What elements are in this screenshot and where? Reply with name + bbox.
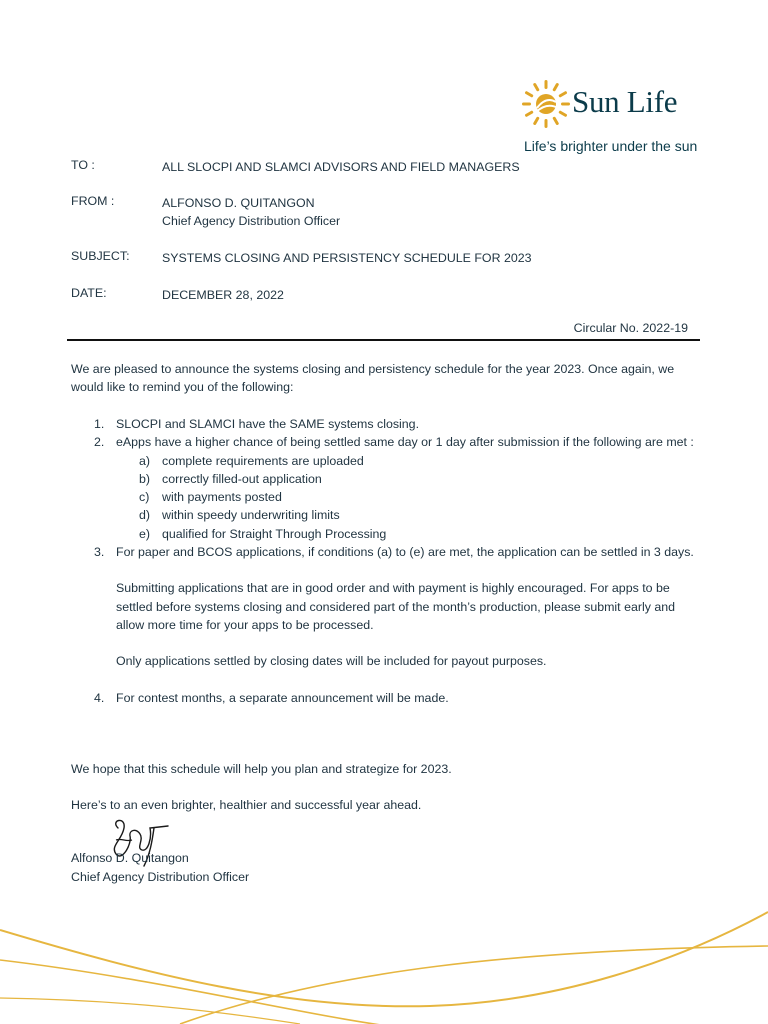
- brand-name: Sun Life: [572, 84, 678, 119]
- signatory-title: Chief Agency Distribution Officer: [71, 870, 250, 884]
- to-value: ALL SLOCPI AND SLAMCI ADVISORS AND FIELD MANAGERS: [162, 160, 520, 174]
- sub-list-item: [71, 488, 701, 506]
- from-title: Chief Agency Distribution Officer: [162, 214, 341, 228]
- from-name: ALFONSO D. QUITANGON: [162, 196, 315, 210]
- sub-list-marker: e): [139, 526, 151, 541]
- decorative-waves: [0, 880, 768, 1024]
- brand-tagline: Life’s brighter under the sun: [524, 138, 698, 154]
- header-divider: [67, 339, 700, 341]
- list-item: [71, 543, 701, 561]
- sub-list-text: complete requirements are uploaded: [162, 453, 364, 468]
- item3-paragraph-text: Submitting applications that are in good order and with payment is highly encouraged. For apps to be settled before systems closing and considered part of the month’s production, please submit early and allow more time for your apps to be processed.: [116, 581, 676, 632]
- subject-value: SYSTEMS CLOSING AND PERSISTENCY SCHEDULE FOR 2023: [162, 251, 532, 265]
- list-marker: 1.: [94, 417, 105, 431]
- sub-list-marker: c): [139, 490, 150, 505]
- closing-paragraph-2: Here’s to an even brighter, healthier and successful year ahead.: [71, 798, 422, 812]
- closing-paragraph-1: We hope that this schedule will help you plan and strategize for 2023.: [71, 762, 452, 776]
- list-item: [71, 415, 701, 433]
- signatory-name: Alfonso D. Quitangon: [71, 851, 189, 865]
- sub-list-item: [71, 470, 701, 488]
- numbered-list: [71, 415, 701, 707]
- intro-paragraph: We are pleased to announce the systems closing and persistency schedule for the year 2023. Once again, we would like to remind you of the following:: [71, 362, 675, 395]
- sub-list-item: [71, 525, 701, 543]
- item3-paragraph: [71, 579, 701, 634]
- list-item: [71, 689, 701, 707]
- sub-list-marker: a): [139, 453, 151, 468]
- sub-list-text: qualified for Straight Through Processing: [162, 526, 387, 541]
- list-item-text: For contest months, a separate announcement will be made.: [116, 690, 449, 705]
- subject-label: SUBJECT:: [71, 249, 130, 263]
- from-label: FROM :: [71, 194, 115, 208]
- list-item-text: eApps have a higher chance of being settled same day or 1 day after submission if the following are met :: [116, 435, 694, 450]
- sub-list-text: correctly filled-out application: [162, 471, 322, 486]
- sun-icon: [520, 78, 572, 130]
- list-item-text: SLOCPI and SLAMCI have the SAME systems closing.: [116, 417, 420, 431]
- date-value: DECEMBER 28, 2022: [162, 288, 284, 302]
- sub-list-item: [71, 506, 701, 524]
- list-item: [71, 433, 701, 451]
- sun-life-logo: [520, 78, 710, 128]
- circular-number: Circular No. 2022-19: [573, 321, 688, 335]
- list-marker: 2.: [94, 435, 105, 450]
- list-marker: 3.: [94, 545, 105, 560]
- sub-list-text: with payments posted: [162, 490, 282, 505]
- list-marker: 4.: [94, 690, 105, 705]
- to-label: TO :: [71, 158, 95, 172]
- item3-paragraph: [71, 652, 701, 670]
- sub-list-item: [71, 452, 701, 470]
- sub-list-text: within speedy underwriting limits: [162, 508, 340, 523]
- item3-paragraph-text: Only applications settled by closing dates will be included for payout purposes.: [116, 654, 547, 669]
- sub-list-marker: b): [139, 471, 151, 486]
- sub-list-marker: d): [139, 508, 151, 523]
- list-item-text: For paper and BCOS applications, if conditions (a) to (e) are met, the application can be settled in 3 days.: [116, 545, 694, 560]
- date-label: DATE:: [71, 286, 107, 300]
